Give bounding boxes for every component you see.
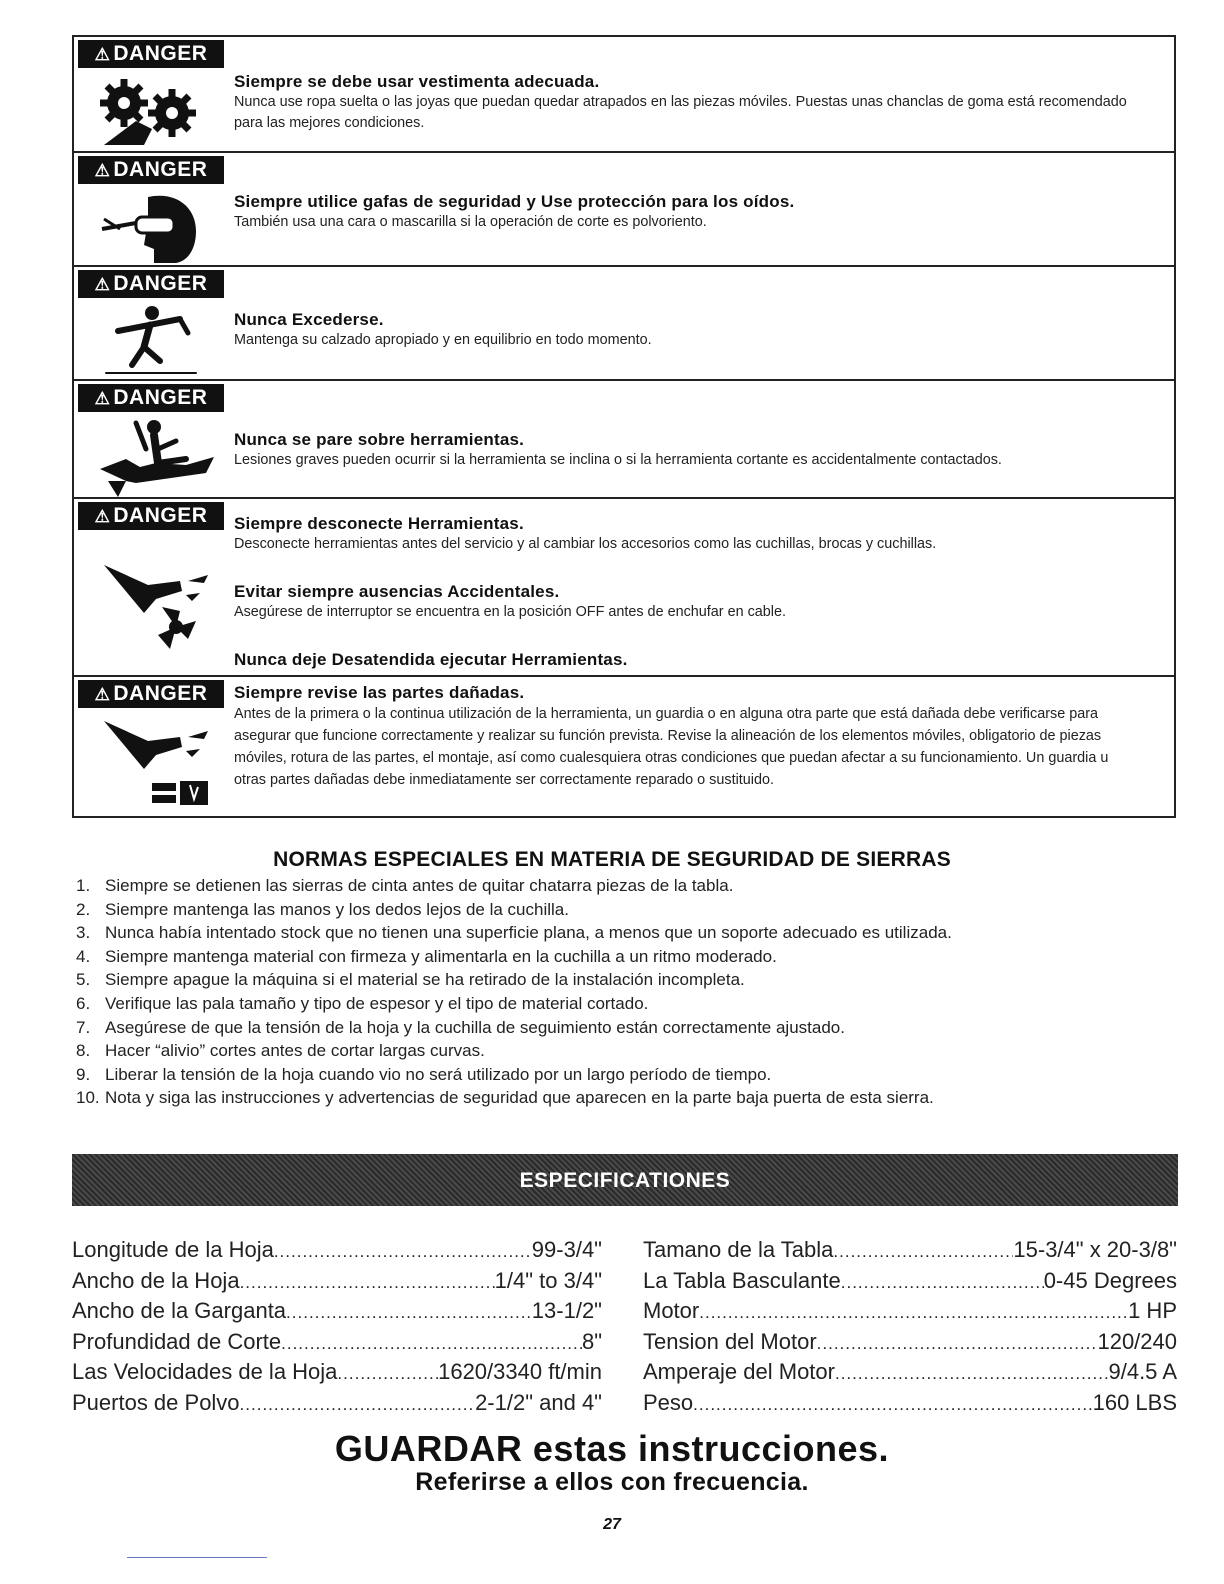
danger-box-overreach (72, 265, 1176, 381)
spec-value: 1/4" to 3/4" (494, 1267, 602, 1293)
list-number: 9. (76, 1064, 91, 1084)
list-item (76, 968, 1176, 992)
spec-value: 160 LBS (1092, 1389, 1177, 1415)
spec-value: 99-3/4" (531, 1237, 602, 1262)
hand-fan-icon (96, 555, 216, 651)
list-number: 2. (76, 899, 91, 919)
spec-label: La Tabla Basculante (643, 1267, 841, 1293)
danger-body: Desconecte herramientas antes del servicio y al cambiar los accesorios como las cuchillas, brocas y cuchillas. (234, 536, 937, 552)
list-number: 10. (76, 1088, 100, 1108)
dot-leader (817, 1330, 1098, 1359)
dot-leader (274, 1238, 532, 1267)
danger-body: También usa una cara o mascarilla si la operación de corte es polvoriento. (234, 214, 707, 230)
spec-label: Puertos de Polvo (72, 1389, 240, 1415)
danger-heading: Siempre utilice gafas de seguridad y Use protección para los oídos. (234, 192, 795, 211)
danger-heading: Siempre revise las partes dañadas. (234, 683, 525, 702)
list-text: Siempre mantenga las manos y los dedos lejos de la cuchilla. (105, 899, 569, 919)
spec-row (72, 1358, 602, 1389)
danger-label: DANGER (113, 682, 208, 705)
list-text: Siempre mantenga material con firmeza y alimentarla en la cuchilla a un ritmo moderado. (105, 946, 777, 966)
list-text: Liberar la tensión de la hoja cuando vio no será utilizado por un largo período de tiempo. (105, 1064, 772, 1084)
list-text: Nunca había intentado stock que no tienen una superficie plana, a menos que un soporte adecuado es utilizada. (105, 923, 952, 943)
list-text: Siempre apague la máquina si el material se ha retirado de la instalación incompleta. (105, 970, 745, 990)
page-number: 27 (603, 1516, 621, 1533)
danger-text (234, 513, 1144, 670)
warning-triangle-icon: ⚠ (94, 685, 111, 704)
save-instructions-title: GUARDAR estas instrucciones. (334, 1428, 890, 1469)
warning-triangle-icon: ⚠ (94, 161, 111, 180)
danger-text (234, 682, 1144, 791)
spec-label: Longitude de la Hoja (72, 1237, 274, 1262)
danger-box-stand-on-tool (72, 379, 1176, 499)
spec-label: Peso (643, 1389, 694, 1415)
danger-label: DANGER (113, 386, 208, 409)
spec-value: 15-3/4" x 20-3/8" (1013, 1237, 1177, 1262)
dot-leader (240, 1269, 495, 1298)
danger-label: DANGER (113, 158, 208, 181)
danger-box-disconnect (72, 497, 1176, 677)
footer-rule (127, 1557, 267, 1558)
warning-triangle-icon: ⚠ (94, 45, 111, 64)
danger-heading: Nunca deje Desatendida ejecutar Herramientas. (234, 650, 628, 669)
dot-leader (841, 1269, 1044, 1298)
dot-leader (835, 1360, 1109, 1389)
spec-label: Ancho de la Garganta (72, 1298, 287, 1323)
danger-body: Asegúrese de interruptor se encuentra en la posición OFF antes de enchufar en cable. (234, 604, 786, 620)
danger-badge (78, 502, 224, 530)
list-item (76, 898, 1176, 922)
spec-row (643, 1328, 1177, 1359)
spec-value: 1620/3340 ft/min (438, 1359, 602, 1384)
save-instructions-subtitle: Referirse a ellos con frecuencia. (415, 1468, 809, 1496)
list-number: 3. (76, 923, 91, 943)
dot-leader (699, 1299, 1128, 1328)
normas-list (76, 874, 1176, 1110)
spec-label: Ancho de la Hoja (72, 1267, 240, 1293)
danger-badge (78, 40, 224, 68)
specs-left-column (72, 1236, 602, 1419)
danger-body: Antes de la primera o la continua utilización de la herramienta, un guardia o en alguna otra parte que está dañada debe verificarse para asegurar que funcione correctamente y realizar su función prevista. Revise la alineación de los elementos móviles, obligatorio de piezas móviles, rotura de las partes, el montaje, así como cualesquiera otras condiciones que puedan afectar a su funcionamiento. Un guardia u otras partes dañadas debe inmediatamente ser correctamente reparado o sustituido. (234, 706, 1109, 788)
dot-leader (286, 1299, 532, 1328)
spec-value: 2-1/2" and 4" (475, 1389, 602, 1415)
spec-row (72, 1389, 602, 1420)
list-item (76, 874, 1176, 898)
danger-text (234, 71, 1144, 134)
danger-label: DANGER (113, 42, 208, 65)
danger-label: DANGER (113, 504, 208, 527)
spec-row (72, 1267, 602, 1298)
spec-label: Tension del Motor (643, 1328, 817, 1354)
spec-value: 13-1/2" (531, 1298, 602, 1323)
specs-right-column (643, 1236, 1177, 1419)
list-text: Verifique las pala tamaño y tipo de espesor y el tipo de material cortado. (105, 993, 649, 1013)
warning-triangle-icon: ⚠ (94, 275, 111, 294)
spec-row (643, 1358, 1177, 1389)
danger-text (234, 309, 1144, 351)
list-number: 8. (76, 1041, 91, 1061)
dot-leader (281, 1330, 582, 1359)
danger-body: Nunca use ropa suelta o las joyas que puedan quedar atrapados en las piezas móviles. Puestas unas chanclas de goma está recomendado para las mejores condiciones. (234, 94, 1127, 131)
spec-value: 120/240 (1097, 1328, 1177, 1354)
list-text: Siempre se detienen las sierras de cinta antes de quitar chatarra piezas de la tabla. (105, 876, 734, 895)
spec-row (72, 1328, 602, 1359)
warning-triangle-icon: ⚠ (94, 507, 111, 526)
spec-value: 0-45 Degrees (1043, 1267, 1177, 1293)
goggles-head-icon (96, 189, 216, 265)
list-text: Hacer “alivio” cortes antes de cortar largas curvas. (105, 1041, 485, 1061)
danger-heading: Siempre se debe usar vestimenta adecuada. (234, 72, 600, 91)
list-number: 4. (76, 946, 91, 966)
slipping-person-icon (96, 303, 216, 379)
danger-box-eye-protection (72, 151, 1176, 267)
hand-broken-part-icon (96, 715, 216, 811)
list-item (76, 1063, 1176, 1087)
danger-heading: Evitar siempre ausencias Accidentales. (234, 582, 560, 601)
spec-value: 8" (581, 1328, 602, 1354)
dot-leader (833, 1238, 1013, 1267)
danger-heading: Nunca se pare sobre herramientas. (234, 430, 525, 449)
spec-label: Profundidad de Corte (72, 1328, 282, 1354)
list-item (76, 921, 1176, 945)
danger-box-damaged-parts (72, 675, 1176, 818)
danger-text (234, 429, 1144, 471)
spec-row (643, 1267, 1177, 1298)
list-number: 5. (76, 970, 91, 990)
falling-person-icon (96, 419, 216, 499)
danger-body: Mantenga su calzado apropiado y en equilibrio en todo momento. (234, 332, 652, 348)
list-item (76, 992, 1176, 1016)
danger-text (234, 191, 1144, 233)
spec-row (643, 1297, 1177, 1328)
spec-row (643, 1389, 1177, 1420)
normas-title: NORMAS ESPECIALES EN MATERIA DE SEGURIDAD DE SIERRAS (273, 848, 951, 871)
spec-row (72, 1297, 602, 1328)
list-number: 6. (76, 993, 91, 1013)
danger-heading: Nunca Excederse. (234, 310, 384, 329)
list-number: 1. (76, 876, 91, 895)
warning-triangle-icon: ⚠ (94, 389, 111, 408)
danger-badge (78, 384, 224, 412)
list-number: 7. (76, 1017, 91, 1037)
spec-value: 1 HP (1128, 1298, 1177, 1323)
gears-hand-icon (96, 75, 216, 147)
dot-leader (240, 1391, 476, 1420)
spec-label: Las Velocidades de la Hoja (72, 1359, 338, 1384)
spec-row (643, 1236, 1177, 1267)
danger-badge (78, 156, 224, 184)
danger-label: DANGER (113, 272, 208, 295)
list-text: Asegúrese de que la tensión de la hoja y la cuchilla de seguimiento están correctamente ajustado. (105, 1017, 845, 1037)
spec-label: Tamano de la Tabla (643, 1237, 834, 1262)
list-text: Nota y siga las instrucciones y advertencias de seguridad que aparecen en la parte baja puerta de esta sierra. (105, 1088, 934, 1108)
list-item (76, 1086, 1176, 1110)
list-item (76, 1039, 1176, 1063)
list-item (76, 1016, 1176, 1040)
danger-box-clothing (72, 35, 1176, 153)
spec-label: Amperaje del Motor (643, 1359, 835, 1384)
danger-badge (78, 680, 224, 708)
danger-badge (78, 270, 224, 298)
specs-banner: ESPECIFICATIONES (72, 1154, 1178, 1206)
dot-leader (693, 1391, 1092, 1420)
danger-body: Lesiones graves pueden ocurrir si la herramienta se inclina o si la herramienta cortante es accidentalmente contactados. (234, 452, 1002, 468)
spec-label: Motor (643, 1298, 700, 1323)
spec-value: 9/4.5 A (1108, 1359, 1177, 1384)
spec-row (72, 1236, 602, 1267)
list-item (76, 945, 1176, 969)
danger-heading: Siempre desconecte Herramientas. (234, 514, 524, 533)
dot-leader (337, 1360, 438, 1389)
